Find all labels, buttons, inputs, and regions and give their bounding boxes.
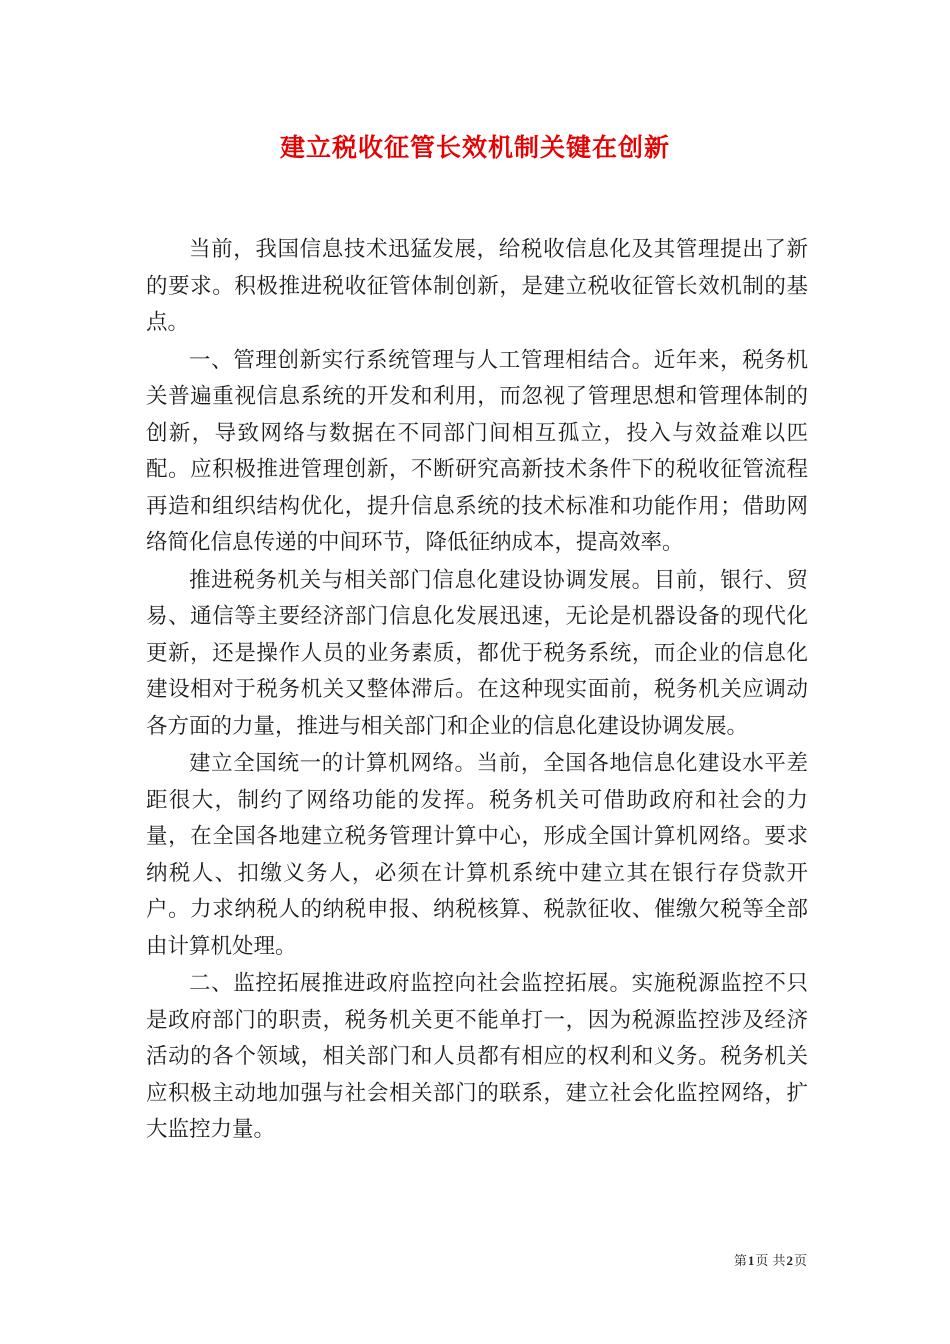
paragraph-intro: 当前，我国信息技术迅猛发展，给税收信息化及其管理提出了新的要求。积极推进税收征管体制创新，是建立税收征管长效机制的基点。 xyxy=(146,237,808,335)
footer-prefix: 第 xyxy=(733,1254,747,1269)
footer-suffix: 页 xyxy=(793,1254,807,1269)
paragraph-management-innovation: 一、管理创新实行系统管理与人工管理相结合。近年来，税务机关普遍重视信息系统的开发和利用，而忽视了管理思想和管理体制的创新，导致网络与数据在不同部门间相互孤立，投入与效益难以匹配。应积极推进管理创新，不断研究高新技术条件下的税收征管流程再造和组织结构优化，提升信息系统的技术标准和功能作用；借助网络简化信息传递的中间环节，降低征纳成本，提高效率。 xyxy=(146,347,808,555)
footer-middle: 页 共 xyxy=(755,1254,786,1269)
page-footer xyxy=(734,1250,807,1269)
paragraph-monitoring: 二、监控拓展推进政府监控向社会监控拓展。实施税源监控不只是政府部门的职责，税务机关更不能单打一，因为税源监控涉及经济活动的各个领域，相关部门和人员都有相应的权利和义务。税务机关应积极主动地加强与社会相关部门的联系，建立社会化监控网络，扩大监控力量。 xyxy=(146,971,808,1142)
document-body xyxy=(146,232,808,1149)
paragraph-national-network: 建立全国统一的计算机网络。当前，全国各地信息化建设水平差距很大，制约了网络功能的发挥。税务机关可借助政府和社会的力量，在全国各地建立税务管理计算中心，形成全国计算机网络。要求纳税人、扣缴义务人，必须在计算机系统中建立其在银行存贷款开户。力求纳税人的纳税申报、纳税核算、税款征收、催缴欠税等全部由计算机处理。 xyxy=(146,751,808,959)
current-page-number: 1 xyxy=(747,1253,755,1268)
document-title: 建立税收征管长效机制关键在创新 xyxy=(279,133,670,162)
total-pages-number: 2 xyxy=(786,1253,793,1268)
paragraph-coordination: 推进税务机关与相关部门信息化建设协调发展。目前，银行、贸易、通信等主要经济部门信息化发展迅速，无论是机器设备的现代化更新，还是操作人员的业务素质，都优于税务系统，而企业的信息化建设相对于税务机关又整体滞后。在这种现实面前，税务机关应调动各方面的力量，推进与相关部门和企业的信息化建设协调发展。 xyxy=(146,567,808,739)
